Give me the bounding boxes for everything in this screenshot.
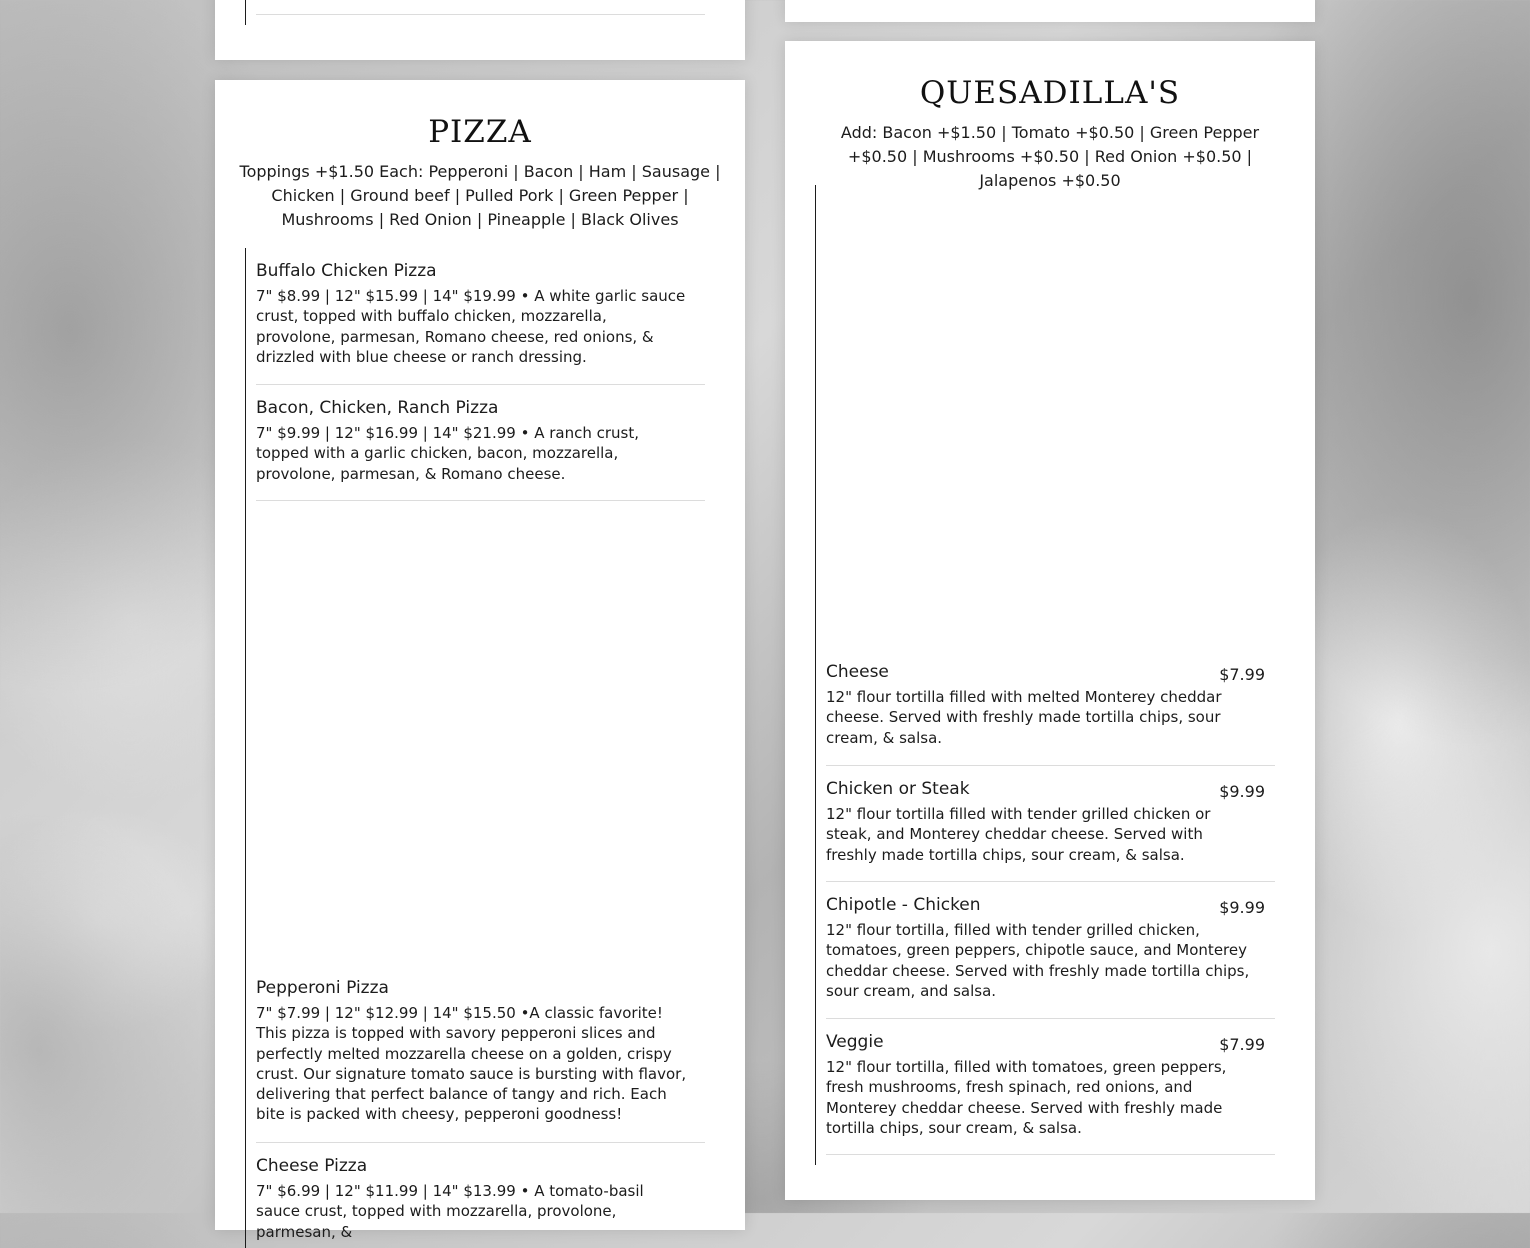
menu-item-cheese-quesadilla[interactable] (826, 661, 1224, 748)
item-price: $7.99 (1219, 1035, 1265, 1054)
item-price: $7.99 (1219, 665, 1265, 684)
menu-item-bacon-chicken-ranch-pizza[interactable] (256, 397, 688, 484)
item-name: Cheese (826, 662, 889, 682)
item-description: 12" flour tortilla, filled with tender grilled chicken, tomatoes, green peppers, chipotle sauce, and Monterey cheddar cheese. Served with freshly made tortilla chips, sour cream, and salsa. (826, 921, 1250, 1000)
previous-menu-section-left (215, 0, 745, 60)
pizza-section (215, 80, 745, 1241)
item-divider (256, 500, 705, 501)
quesadillas-section (785, 41, 1315, 1200)
item-price: $9.99 (1219, 898, 1265, 917)
quesadillas-addons-note: Add: Bacon +$1.50 | Tomato +$0.50 | Green Pepper +$0.50 | Mushrooms +$0.50 | Red Onion +$0.50 | Jalapenos +$0.50 (840, 123, 1260, 190)
item-description: 7" $9.99 | 12" $16.99 | 14" $21.99 • A ranch crust, topped with a garlic chicken, bacon, mozzarella, provolone, parmesan, & Romano cheese. (256, 424, 639, 483)
pizza-items-rule (245, 248, 246, 1248)
previous-menu-section-right (785, 0, 1315, 22)
item-divider (256, 1142, 705, 1143)
menu-item-veggie-quesadilla[interactable] (826, 1031, 1231, 1138)
item-divider (256, 14, 705, 15)
item-description: 12" flour tortilla filled with melted Monterey cheddar cheese. Served with freshly made tortilla chips, sour cream, & salsa. (826, 688, 1222, 747)
menu-item-cheese-pizza[interactable] (256, 1155, 688, 1242)
item-description: 7" $7.99 | 12" $12.99 | 14" $15.50 •A classic favorite! This pizza is topped with savory pepperoni slices and perfectly melted mozzarella cheese on a golden, crispy crust. Our signature tomato sauce is bursting with flavor, delivering that perfect balance of tangy and rich. Each bite is packed with cheesy, pepperoni goodness! (256, 1004, 687, 1124)
menu-item-pepperoni-pizza[interactable] (256, 977, 691, 1125)
item-description: 12" flour tortilla, filled with tomatoes, green peppers, fresh mushrooms, fresh spinach, red onions, and Monterey cheddar cheese. Served with freshly made tortilla chips, sour cream, & salsa. (826, 1058, 1227, 1137)
pizza-title: PIZZA (428, 114, 532, 150)
item-price: $9.99 (1219, 782, 1265, 801)
item-name: Pepperoni Pizza (256, 978, 389, 998)
item-name: Cheese Pizza (256, 1156, 368, 1176)
pizza-toppings-note: Toppings +$1.50 Each: Pepperoni | Bacon | Ham | Sausage | Chicken | Ground beef | Pulled Pork | Green Pepper | Mushrooms | Red Onion | Pineapple | Black Olives (239, 162, 721, 229)
item-divider (826, 881, 1275, 882)
item-divider (826, 765, 1275, 766)
item-description: 7" $8.99 | 12" $15.99 | 14" $19.99 • A white garlic sauce crust, topped with buffalo chicken, mozzarella, provolone, parmesan, Romano cheese, red onions, & drizzled with blue cheese or ranch dressing. (256, 287, 686, 366)
menu-item-buffalo-chicken-pizza[interactable] (256, 260, 688, 367)
item-name: Bacon, Chicken, Ranch Pizza (256, 398, 499, 418)
item-name: Chipotle - Chicken (826, 895, 981, 915)
quesadillas-items-rule (815, 185, 816, 1165)
quesadillas-title: QUESADILLA'S (919, 75, 1181, 111)
item-divider (826, 1018, 1275, 1019)
item-name: Buffalo Chicken Pizza (256, 261, 437, 281)
menu-item-chicken-or-steak-quesadilla[interactable] (826, 778, 1224, 865)
item-description: 12" flour tortilla filled with tender grilled chicken or steak, and Monterey cheddar cheese. Served with freshly made tortilla chips, sour cream, & salsa. (826, 805, 1211, 864)
item-divider (826, 1154, 1275, 1155)
item-divider (256, 384, 705, 385)
item-name: Veggie (826, 1032, 884, 1052)
section-rule (245, 0, 246, 25)
item-name: Chicken or Steak (826, 779, 970, 799)
menu-item-chipotle-chicken-quesadilla[interactable] (826, 894, 1261, 1001)
item-description: 7" $6.99 | 12" $11.99 | 14" $13.99 • A tomato-basil sauce crust, topped with mozzarella, provolone, parmesan, & (256, 1182, 644, 1241)
